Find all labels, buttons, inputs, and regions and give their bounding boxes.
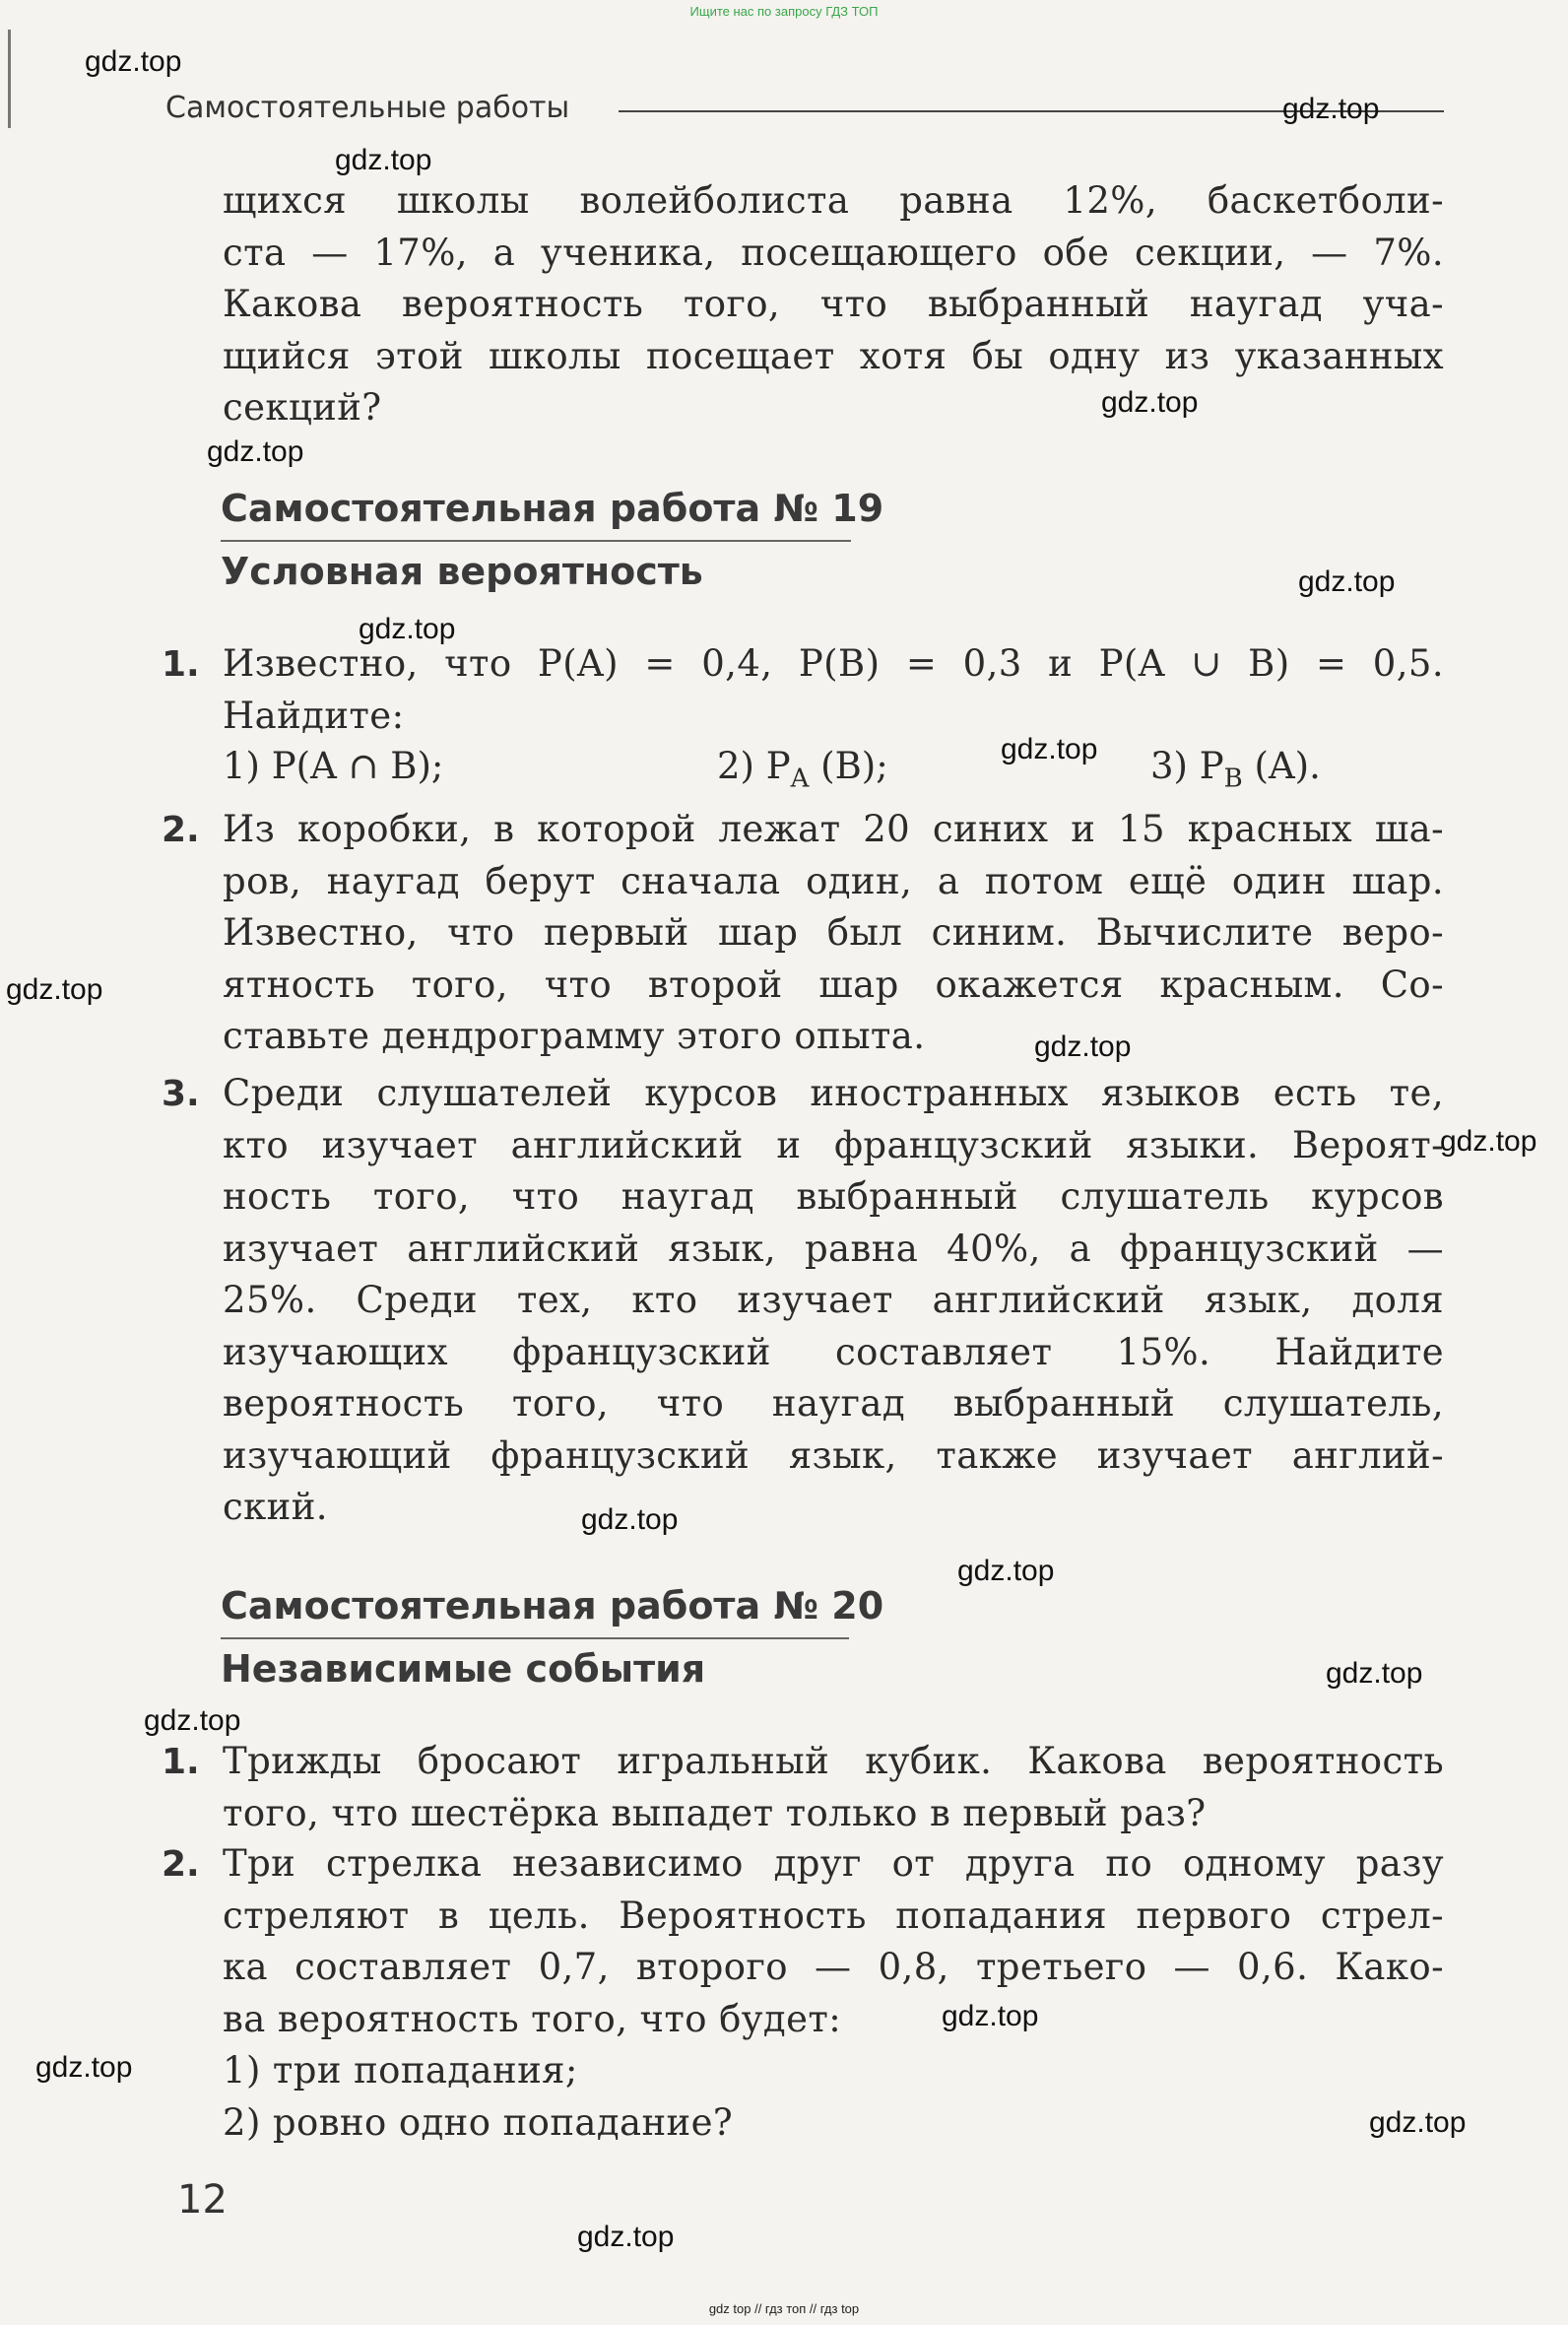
page-edge-line [8, 30, 11, 128]
text-line: секций? [223, 386, 382, 429]
task-19-3 [223, 1068, 1444, 1534]
item-text: (A). [1242, 745, 1321, 787]
item-19-1-2 [717, 745, 888, 793]
watermark: gdz.top [957, 1555, 1055, 1587]
task-20-2 [223, 1838, 1444, 2149]
watermark: gdz.top [359, 613, 456, 645]
subscript: A [790, 764, 810, 794]
text-line: щийся этой школы посещает хотя бы одну из указанных [223, 334, 1444, 377]
task-number: 1. [162, 1742, 200, 1782]
watermark: gdz.top [6, 973, 103, 1006]
task-number: 1. [162, 644, 200, 685]
bottom-banner: gdz top // гдз топ // гдз top [708, 2301, 860, 2316]
watermark: gdz.top [1326, 1657, 1423, 1690]
text-line: ставьте дендрограмму этого опыта. [223, 1015, 926, 1057]
watermark: gdz.top [1440, 1125, 1537, 1158]
task-19-1 [223, 638, 1444, 742]
task-20-1 [223, 1736, 1444, 1839]
text-line: Три стрелка независимо друг от друга по одному разу [223, 1842, 1444, 1885]
text-line: ва вероятность того, что будет: [223, 1997, 842, 2040]
intro-paragraph [223, 175, 1444, 434]
text-line: того, что шестёрка выпадет только в первый раз? [223, 1791, 1207, 1834]
text-line: стреляют в цель. Вероятность попадания первого стрел- [223, 1893, 1444, 1937]
text-line: изучающий французский язык, также изучает англий- [223, 1433, 1444, 1477]
watermark: gdz.top [35, 2051, 133, 2084]
watermark: gdz.top [207, 435, 304, 468]
text-line: Среди слушателей курсов иностранных языков есть те, [223, 1072, 1444, 1114]
text-line: кто изучает английский и французский языки. Вероят- [223, 1123, 1444, 1166]
section-20-rule [221, 1637, 849, 1639]
page-number: 12 [177, 2177, 228, 2223]
task-number: 3. [162, 1074, 200, 1114]
text-line: Из коробки, в которой лежат 20 синих и 15 красных ша- [223, 808, 1444, 850]
watermark: gdz.top [581, 1503, 679, 1536]
text-line: изучающих французский составляет 15%. Найдите [223, 1330, 1444, 1373]
task-number: 2. [162, 1844, 200, 1885]
text-line: Какова вероятность того, что выбранный наугад уча- [223, 283, 1444, 325]
text-line: ка составляет 0,7, второго — 0,8, третьего — 0,6. Како- [223, 1946, 1444, 1988]
text-line: ров, наугад берут сначала один, а потом ещё один шар. [223, 859, 1444, 902]
text-line: щихся школы волейболиста равна 12%, баскетболи- [223, 179, 1444, 222]
text-line: Найдите: [223, 694, 405, 737]
text-line: изучает английский язык, равна 40%, а французский — [223, 1227, 1444, 1270]
section-19-title: Самостоятельная работа № 19 [221, 487, 884, 530]
text-line: 1) три попадания; [223, 2049, 578, 2092]
text-line: 2) ровно одно попадание? [223, 2100, 734, 2144]
text-line: ста — 17%, а ученика, посещающего обе секции, — 7%. [223, 231, 1444, 274]
watermark: gdz.top [1101, 386, 1199, 419]
watermark: gdz.top [85, 45, 182, 78]
text-line: ность того, что наугад выбранный слушатель курсов [223, 1175, 1444, 1218]
item-19-1-1: 1) P(A ∩ B); [223, 745, 444, 787]
subscript: B [1223, 764, 1243, 794]
text-line: Известно, что P(A) = 0,4, P(B) = 0,3 и P(A ∪ B) = 0,5. [223, 642, 1444, 685]
watermark: gdz.top [1369, 2106, 1467, 2139]
watermark: gdz.top [1034, 1030, 1132, 1063]
watermark: gdz.top [1298, 565, 1396, 598]
item-text: (B); [809, 745, 888, 787]
top-banner: Ищите нас по запросу ГДЗ ТОП [689, 4, 879, 19]
watermark: gdz.top [144, 1704, 241, 1737]
section-20-subtitle: Независимые события [221, 1647, 706, 1691]
watermark: gdz.top [942, 2000, 1039, 2032]
task-number: 2. [162, 810, 200, 850]
item-19-1-3 [1150, 745, 1321, 793]
task-19-2 [223, 804, 1444, 1063]
item-text: 2) P [717, 745, 791, 787]
watermark: gdz.top [1282, 93, 1380, 125]
text-line: ский. [223, 1486, 328, 1528]
running-header: Самостоятельные работы [165, 91, 570, 125]
watermark: gdz.top [1001, 733, 1098, 765]
item-text: 3) P [1150, 745, 1224, 787]
section-19-subtitle: Условная вероятность [221, 550, 703, 593]
text-line: Трижды бросают игральный кубик. Какова вероятность [223, 1740, 1444, 1782]
text-line: вероятность того, что наугад выбранный слушатель, [223, 1382, 1444, 1425]
text-line: 25%. Среди тех, кто изучает английский язык, доля [223, 1279, 1444, 1321]
section-19-rule [221, 540, 851, 542]
watermark: gdz.top [335, 144, 432, 176]
watermark: gdz.top [577, 2221, 675, 2253]
text-line: Известно, что первый шар был синим. Вычислите веро- [223, 911, 1444, 954]
text-line: ятность того, что второй шар окажется красным. Со- [223, 963, 1444, 1006]
section-20-title: Самостоятельная работа № 20 [221, 1584, 884, 1628]
